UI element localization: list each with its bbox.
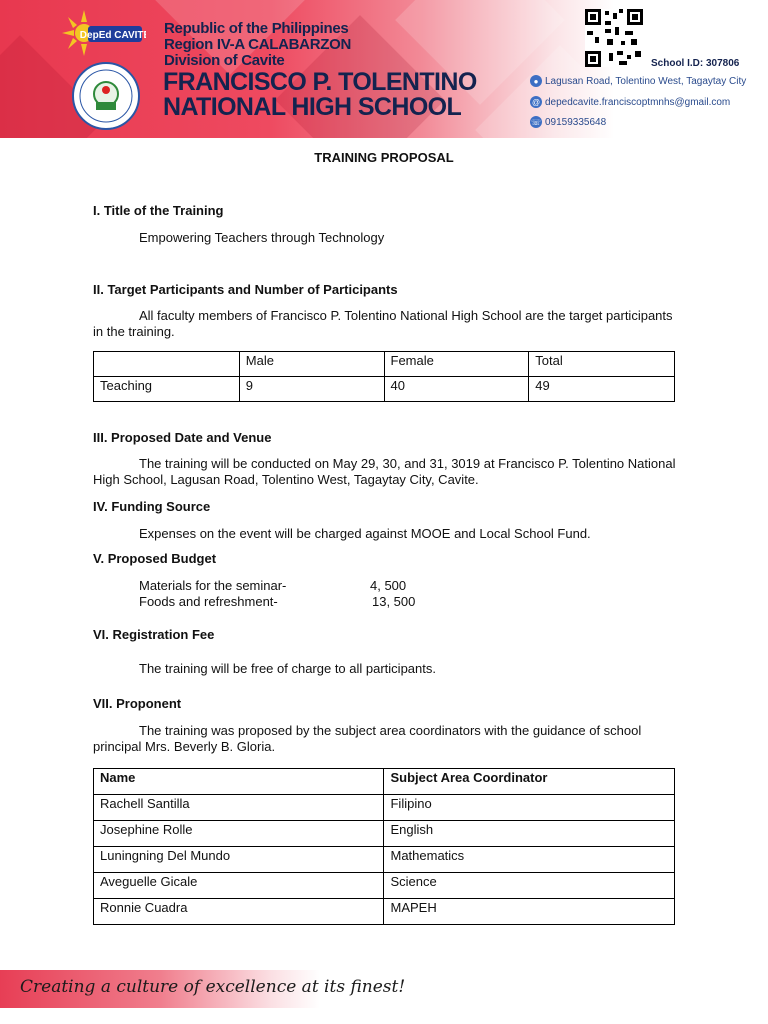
location-pin-icon: ●	[530, 75, 542, 87]
section-2-heading: II. Target Participants and Number of Participants	[93, 282, 398, 297]
email-line	[530, 96, 730, 108]
proponent-table	[93, 768, 675, 925]
table-row	[94, 821, 675, 847]
gov-line-1: Republic of the Philippines	[164, 20, 349, 37]
school-name-line-1: FRANCISCO P. TOLENTINO	[163, 68, 477, 96]
phone-line	[530, 116, 606, 128]
table-cell: Filipino	[384, 795, 675, 821]
section-6-text: The training will be free of charge to all participants.	[139, 661, 436, 676]
table-header-cell: Subject Area Coordinator	[384, 769, 675, 795]
document-title: TRAINING PROPOSAL	[314, 150, 454, 165]
school-name	[163, 70, 477, 120]
section-1-text: Empowering Teachers through Technology	[139, 230, 385, 245]
table-header-row	[94, 352, 675, 377]
footer-slogan: Creating a culture of excellence at its finest!	[20, 977, 406, 997]
table-cell: 40	[384, 377, 529, 402]
table-row	[94, 899, 675, 925]
section-6-heading: VI. Registration Fee	[93, 627, 215, 642]
table-cell: English	[384, 821, 675, 847]
phone-text: 09159335648	[545, 116, 607, 128]
table-row	[94, 873, 675, 899]
table-cell: Luningning Del Mundo	[94, 847, 384, 873]
section-5-heading: V. Proposed Budget	[93, 551, 217, 566]
table-cell: Rachell Santilla	[94, 795, 384, 821]
table-cell: Mathematics	[384, 847, 675, 873]
table-cell: Ronnie Cuadra	[94, 899, 384, 925]
table-row	[94, 795, 675, 821]
school-seal	[72, 62, 140, 130]
budget-item-1-amount: 4, 500	[370, 578, 407, 593]
phone-icon: ☏	[530, 117, 541, 127]
section-7-text: The training was proposed by the subject area coordinators with the guidance of school principal Mrs. Beverly B. Gloria.	[93, 723, 642, 754]
table-header-cell: Female	[384, 352, 529, 377]
table-cell: Teaching	[94, 377, 240, 402]
section-7-heading: VII. Proponent	[93, 696, 182, 711]
table-cell: MAPEH	[384, 899, 675, 925]
email-text[interactable]: depedcavite.franciscoptmnhs@gmail.com	[545, 96, 731, 108]
deped-logo	[62, 8, 146, 58]
section-1-heading: I. Title of the Training	[93, 203, 224, 218]
table-row	[94, 847, 675, 873]
table-header-row	[94, 769, 675, 795]
address-text: Lagusan Road, Tolentino West, Tagaytay City	[545, 75, 747, 87]
table-cell: 49	[529, 377, 675, 402]
budget-item-2-amount: 13, 500	[372, 594, 416, 609]
email-icon: @	[531, 97, 541, 107]
section-4-text: Expenses on the event will be charged against MOOE and Local School Fund.	[139, 526, 591, 541]
table-header-cell: Male	[239, 352, 384, 377]
gov-line-3: Division of Cavite	[164, 52, 285, 69]
table-header-cell: Name	[94, 769, 384, 795]
table-cell: Josephine Rolle	[94, 821, 384, 847]
address-line	[530, 75, 746, 87]
government-header	[164, 21, 351, 69]
budget-item-2-label: Foods and refreshment-	[139, 594, 278, 609]
table-header-cell	[94, 352, 240, 377]
table-header-cell: Total	[529, 352, 675, 377]
table-row	[94, 377, 675, 402]
section-2-text: All faculty members of Francisco P. Tolentino National High School are the target participants in the training.	[93, 308, 673, 339]
qr-code	[585, 9, 643, 67]
table-cell: Science	[384, 873, 675, 899]
school-name-line-2: NATIONAL HIGH SCHOOL	[163, 93, 462, 121]
participants-table	[93, 351, 675, 402]
table-cell: 9	[239, 377, 384, 402]
section-3-text: The training will be conducted on May 29, 30, and 31, 3019 at Francisco P. Tolentino National High School, Lagusan Road, Tolentino West, Tagaytay City, Cavite.	[93, 456, 676, 487]
section-3-heading: III. Proposed Date and Venue	[93, 430, 272, 445]
section-4-heading: IV. Funding Source	[93, 499, 211, 514]
budget-item-1-label: Materials for the seminar-	[139, 578, 287, 593]
school-id: School I.D: 307806	[651, 58, 740, 69]
gov-line-2: Region IV-A CALABARZON	[164, 36, 352, 53]
table-cell: Aveguelle Gicale	[94, 873, 384, 899]
svg-text:DepEd CAVITE: DepEd CAVITE	[79, 30, 146, 41]
